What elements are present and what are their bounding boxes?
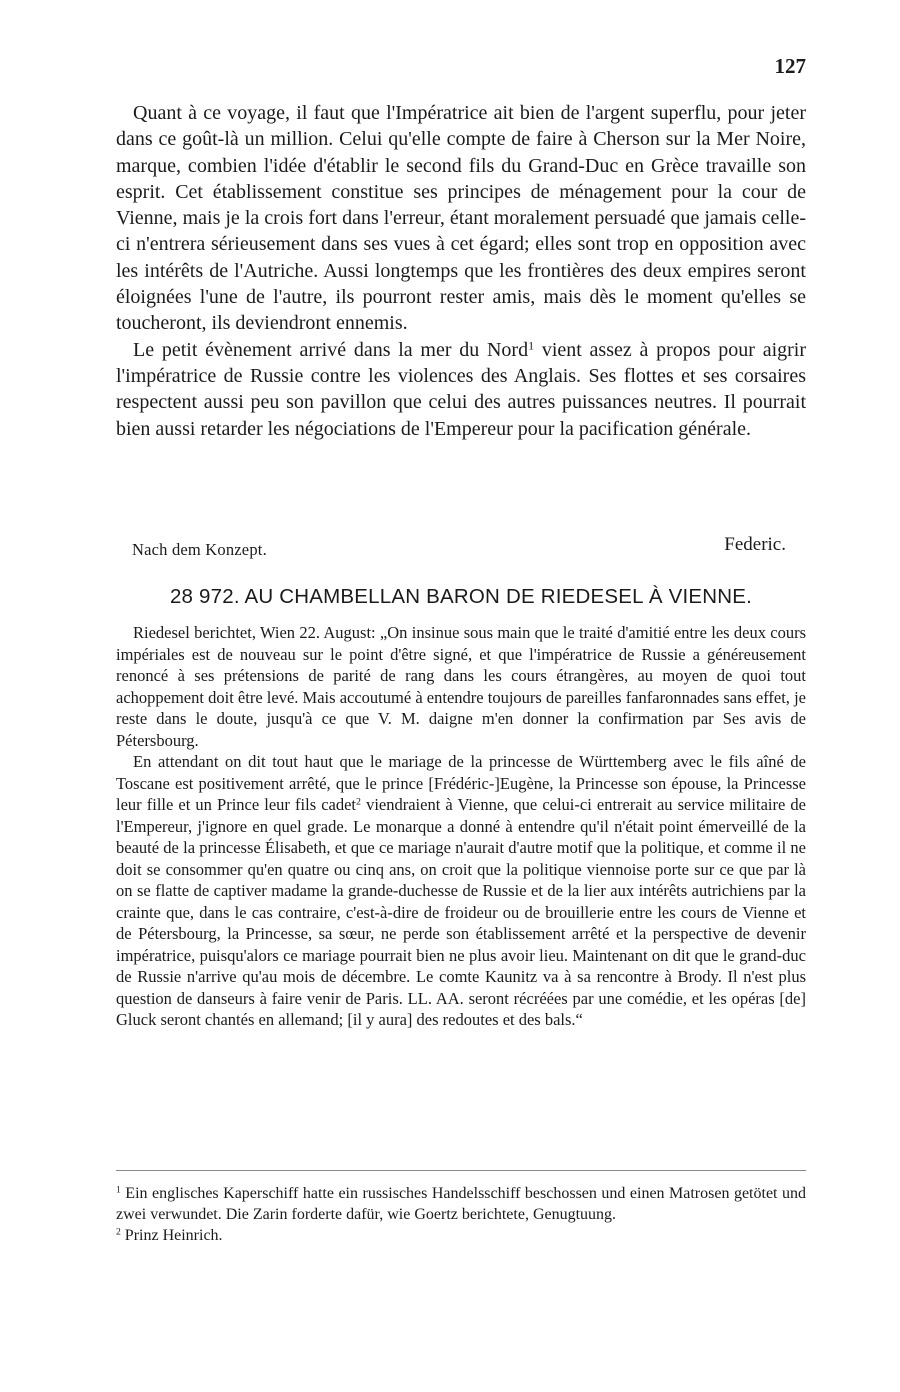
footnote-text: Prinz Heinrich.	[120, 1227, 223, 1244]
letter-text	[116, 622, 806, 1031]
paragraph-text: vient assez à propos pour aigrir l'impératrice de Russie contre les violences des Anglais. Ses flottes et ses corsaires respectent aussi peu son pavillon que celui des autres puissances neutres. Il pourrait bien aussi retarder les négociations de l'Empereur pour la pacification générale.	[116, 338, 806, 440]
footnote-mark: 1	[116, 1184, 121, 1196]
footnote-reference: 2	[356, 796, 361, 808]
letter-heading: 28 972. AU CHAMBELLAN BARON DE RIEDESEL À VIENNE.	[169, 585, 753, 608]
footnote-text: Ein englisches Kaperschiff hatte ein russisches Handelsschiff beschossen und einen Matrosen getötet und zwei verwundet. Die Zarin forderte dafür, wie Goertz berichtete, Genugtuung.	[116, 1185, 806, 1223]
paragraph	[116, 337, 806, 442]
paragraph	[116, 751, 806, 1031]
paragraph: Riedesel berichtet, Wien 22. August: „On insinue sous main que le traité d'amitié entre les deux cours impériales est de nouveau sur le point d'être signé, et que l'impératrice de Russie a généreusement renoncé à ses prétensions de parité de rang dans les cours étrangères, au moyen de quoi tout achoppement doit être levé. Mais accoutumé à entendre toujours de pareilles fanfaronnades sans effet, je reste dans le doute, jusqu'à ce que V. M. daigne m'en donner la confirmation par Ses avis de Pétersbourg.	[116, 623, 806, 750]
paragraph-text: Le petit évènement arrivé dans la mer du Nord	[133, 338, 529, 361]
footnote-divider	[116, 1170, 806, 1171]
footnote	[116, 1183, 806, 1225]
paragraph-text: En attendant on dit tout haut que le mariage de la princesse de Württemberg avec le fils aîné de Toscane est positivement arrêté, que le prince [Frédéric-]Eugène, la Princesse son épouse, la Princesse leur fille et un Prince leur fils cadet	[116, 752, 806, 814]
closing-row	[116, 534, 806, 564]
footnotes	[116, 1183, 806, 1246]
signature: Federic.	[724, 534, 786, 555]
page-number: 127	[774, 54, 806, 78]
paragraph: Quant à ce voyage, il faut que l'Impératrice ait bien de l'argent superflu, pour jeter dans ce goût-là un million. Celui qu'elle compte de faire à Cherson sur la Mer Noire, marque, combien l'idée d'établir le second fils du Grand-Duc en Grèce travaille son esprit. Cet établissement constitue ses principes de ménagement pour la cour de Vienne, mais je la crois fort dans l'erreur, étant moralement persuadé que jamais celle-ci n'entrera sérieusement dans ses vues à cet égard; elles sont trop en opposition avec les intérêts de l'Autriche. Aussi longtemps que les frontières des deux empires seront éloignées l'une de l'autre, ils pourront rester amis, mais dès le moment qu'elles se toucheront, ils deviendront ennemis.	[116, 102, 806, 335]
footnote	[116, 1225, 806, 1246]
footnote-reference: 1	[528, 338, 535, 353]
main-text	[116, 100, 806, 442]
source-note: Nach dem Konzept.	[132, 540, 267, 559]
footnote-mark: 2	[116, 1226, 121, 1238]
paragraph-text: viendraient à Vienne, que celui-ci entrerait au service militaire de l'Empereur, j'ignore en quel grade. Le monarque a donné à entendre qu'il n'était point émerveillé de la beauté de la princesse Élisabeth, et que ce mariage n'aurait d'autre motif que la politique, et comme il ne doit se consommer qu'en quatre ou cinq ans, on croit que la politique viennoise porte sur ce que par là on se flatte de captiver madame la grande-duchesse de Russie et de la lier aux intérêts autrichiens par la crainte que, dans le cas contraire, c'est-à-dire de froideur ou de brouillerie entre les cours de Vienne et de Pétersbourg, la Princesse, sa sœur, ne perde son établissement arrêté et la perspective de devenir impératrice, puisqu'alors ce mariage pourrait bien ne plus avoir lieu. Maintenant on dit que le grand-duc de Russie n'arrive qu'au mois de décembre. Le comte Kaunitz va à sa rencontre à Brody. Il n'est plus question de danseurs à faire venir de Paris. LL. AA. seront récréées par une comédie, et les opéras [de] Gluck seront chantés en allemand; [il y aura] des redoutes et des bals.“	[116, 795, 807, 1029]
